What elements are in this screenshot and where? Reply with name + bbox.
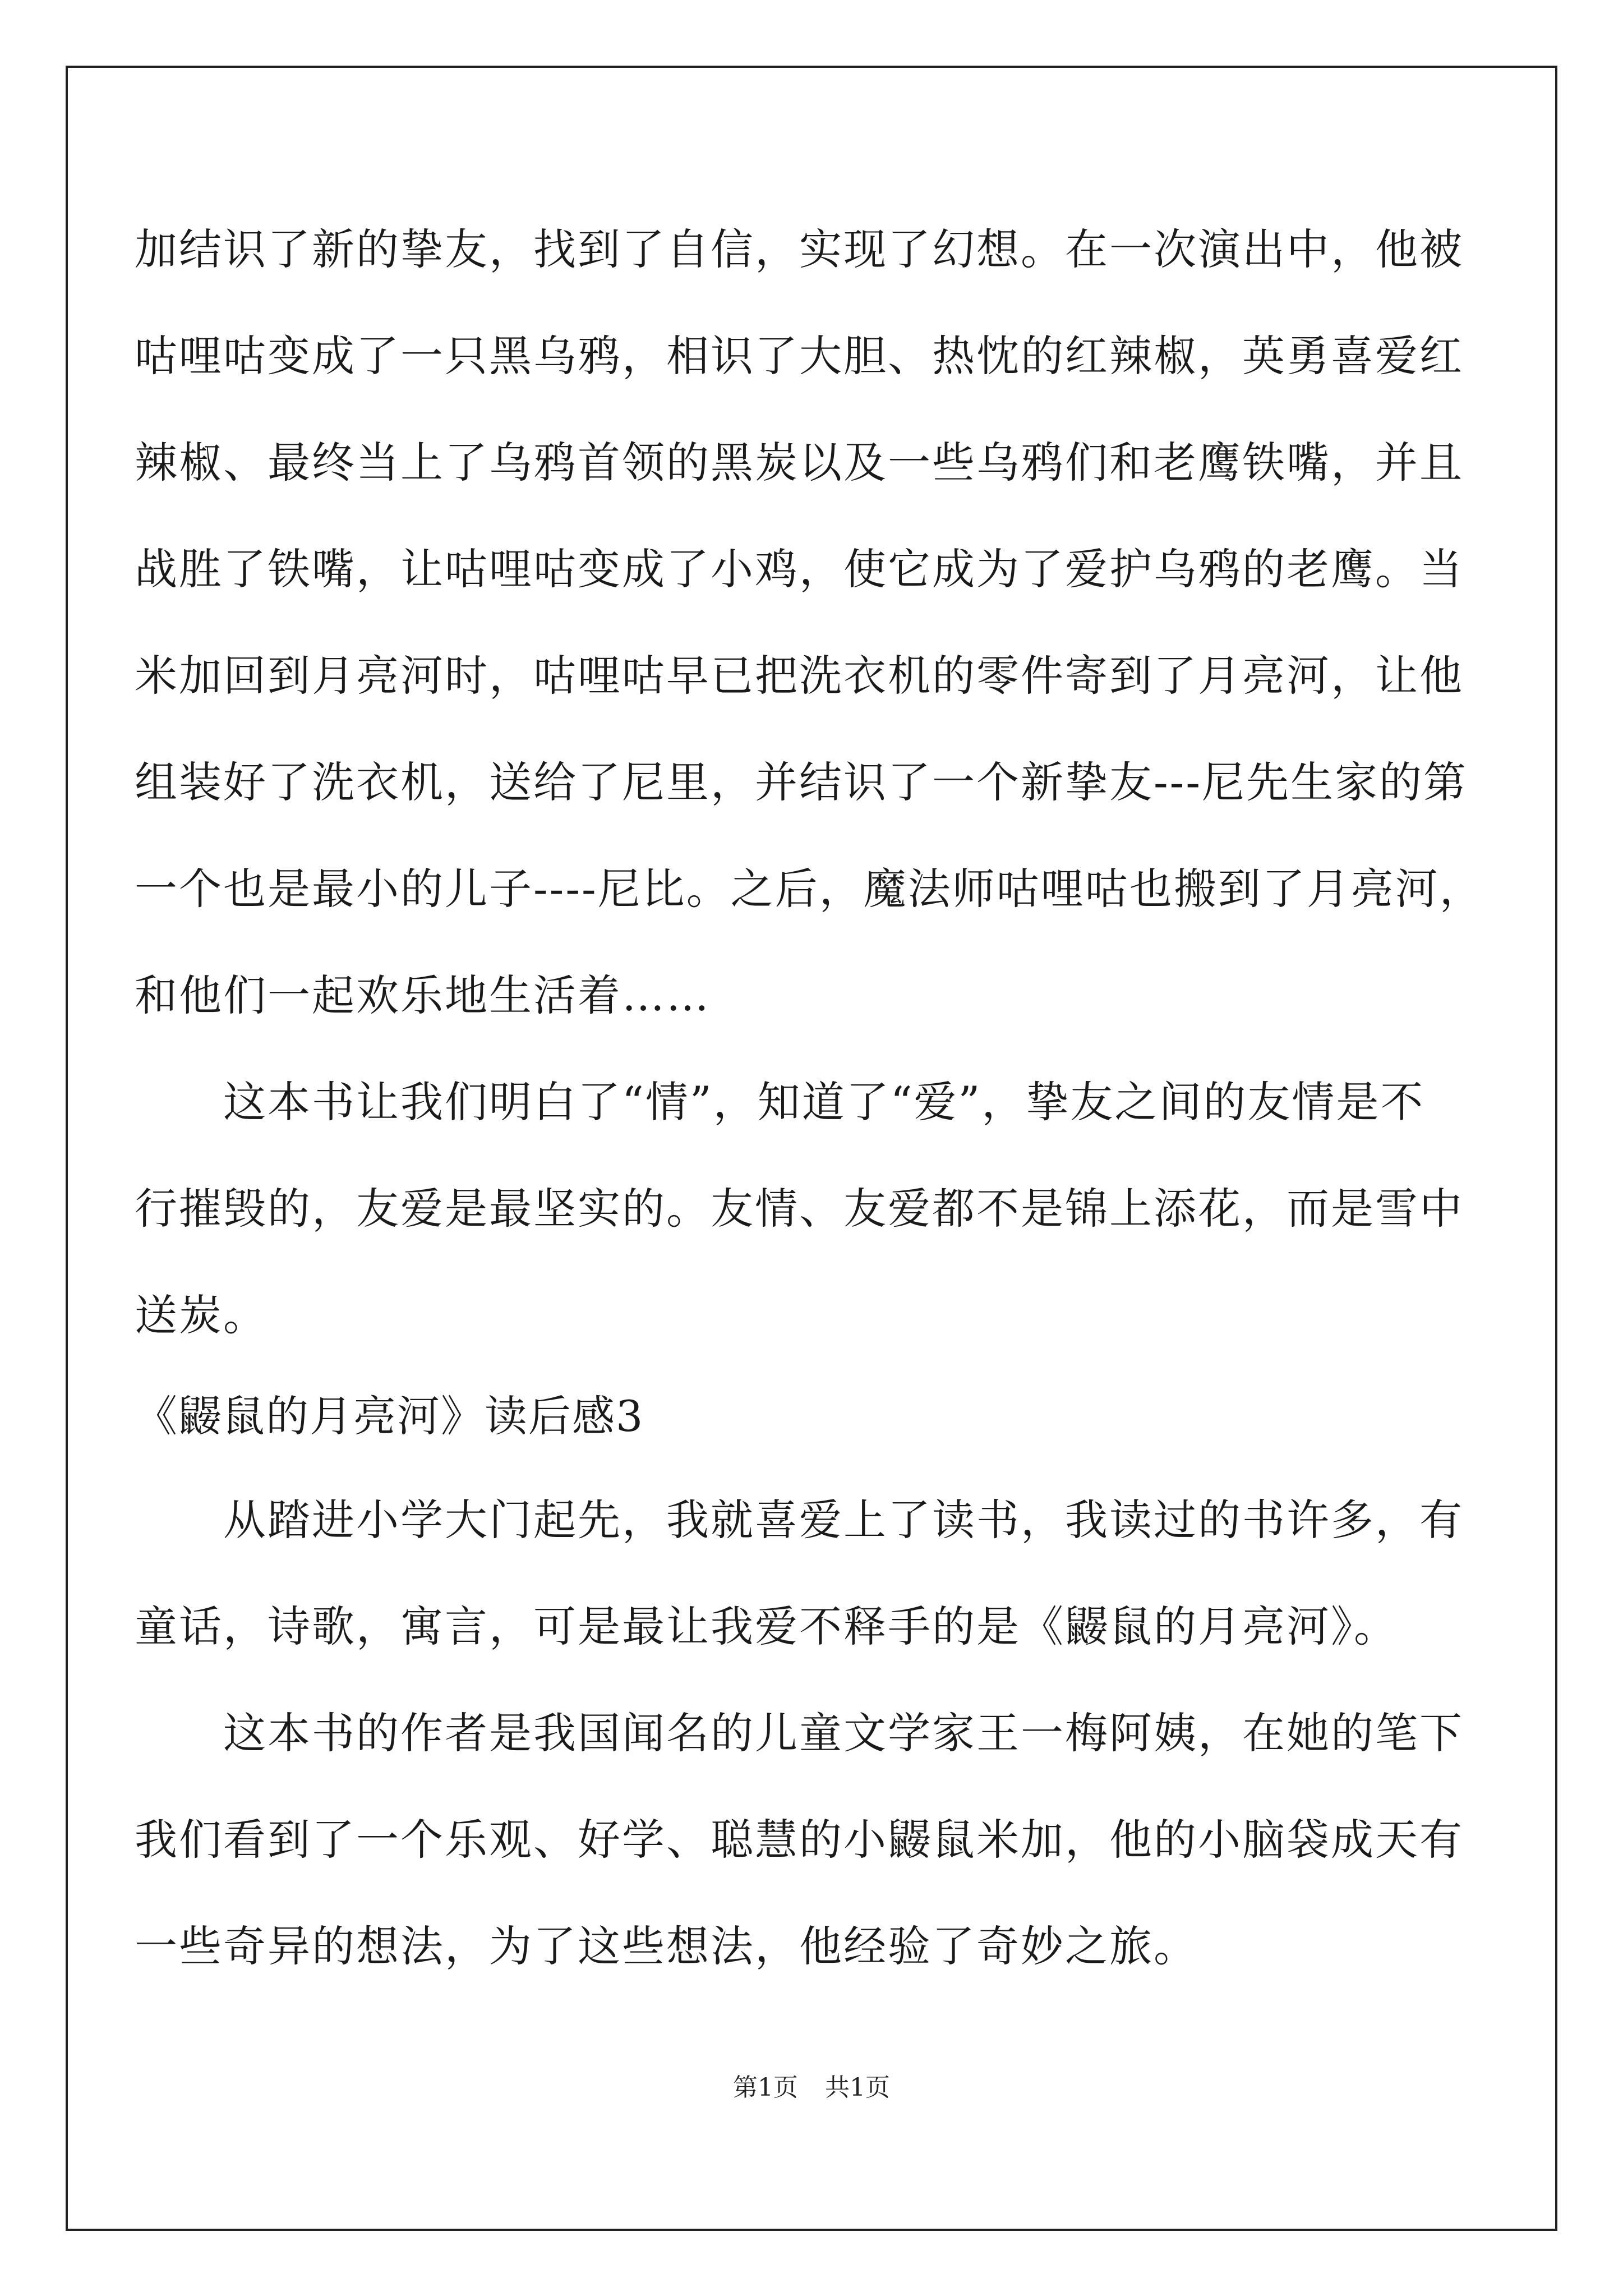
text-line: 咕哩咕变成了一只黑乌鸦，相识了大胆、热忱的红辣椒，英勇喜爱红 <box>135 331 1464 381</box>
text-line: 行摧毁的，友爱是最坚实的。友情、友爱都不是锦上添花，而是雪中 <box>135 1184 1464 1234</box>
text-line: 辣椒、最终当上了乌鸦首领的黑炭以及一些乌鸦们和老鹰铁嘴，并且 <box>135 438 1464 487</box>
text-line: 加结识了新的挚友，找到了自信，实现了幻想。在一次演出中，他被 <box>135 224 1464 274</box>
page-footer <box>0 2071 1623 2105</box>
text-line: 一个也是最小的儿子----尼比。之后，魔法师咕哩咕也搬到了月亮河， <box>135 864 1484 914</box>
text-line: 童话，诗歌，寓言，可是最让我爱不释手的是《鼹鼠的月亮河》。 <box>135 1602 1398 1651</box>
text-line: 米加回到月亮河时，咕哩咕早已把洗衣机的零件寄到了月亮河，让他 <box>135 651 1464 701</box>
text-line: 送炭。 <box>135 1290 268 1340</box>
paragraph-start-line: 从踏进小学大门起先，我就喜爱上了读书，我读过的书许多，有 <box>135 1495 1464 1545</box>
text-line: 和他们一起欢乐地生活着…… <box>135 970 711 1020</box>
section-heading: 《鼹鼠的月亮河》读后感3 <box>135 1391 644 1441</box>
text-line: 我们看到了一个乐观、好学、聪慧的小鼹鼠米加，他的小脑袋成天有 <box>135 1815 1464 1865</box>
text-line: 战胜了铁嘴，让咕哩咕变成了小鸡，使它成为了爱护乌鸦的老鹰。当 <box>135 544 1464 594</box>
page-total: 共1页 <box>825 2073 890 2102</box>
text-line: 组装好了洗衣机，送给了尼里，并结识了一个新挚友---尼先生家的第 <box>135 757 1468 807</box>
paragraph-start-line: 这本书的作者是我国闻名的儿童文学家王一梅阿姨，在她的笔下 <box>135 1708 1464 1758</box>
paragraph-start-line: 这本书让我们明白了“情”，知道了“爱”，挚友之间的友情是不 <box>135 1077 1425 1127</box>
page-number: 第1页 <box>733 2073 798 2102</box>
text-line: 一些奇异的想法，为了这些想法，他经验了奇妙之旅。 <box>135 1921 1198 1971</box>
